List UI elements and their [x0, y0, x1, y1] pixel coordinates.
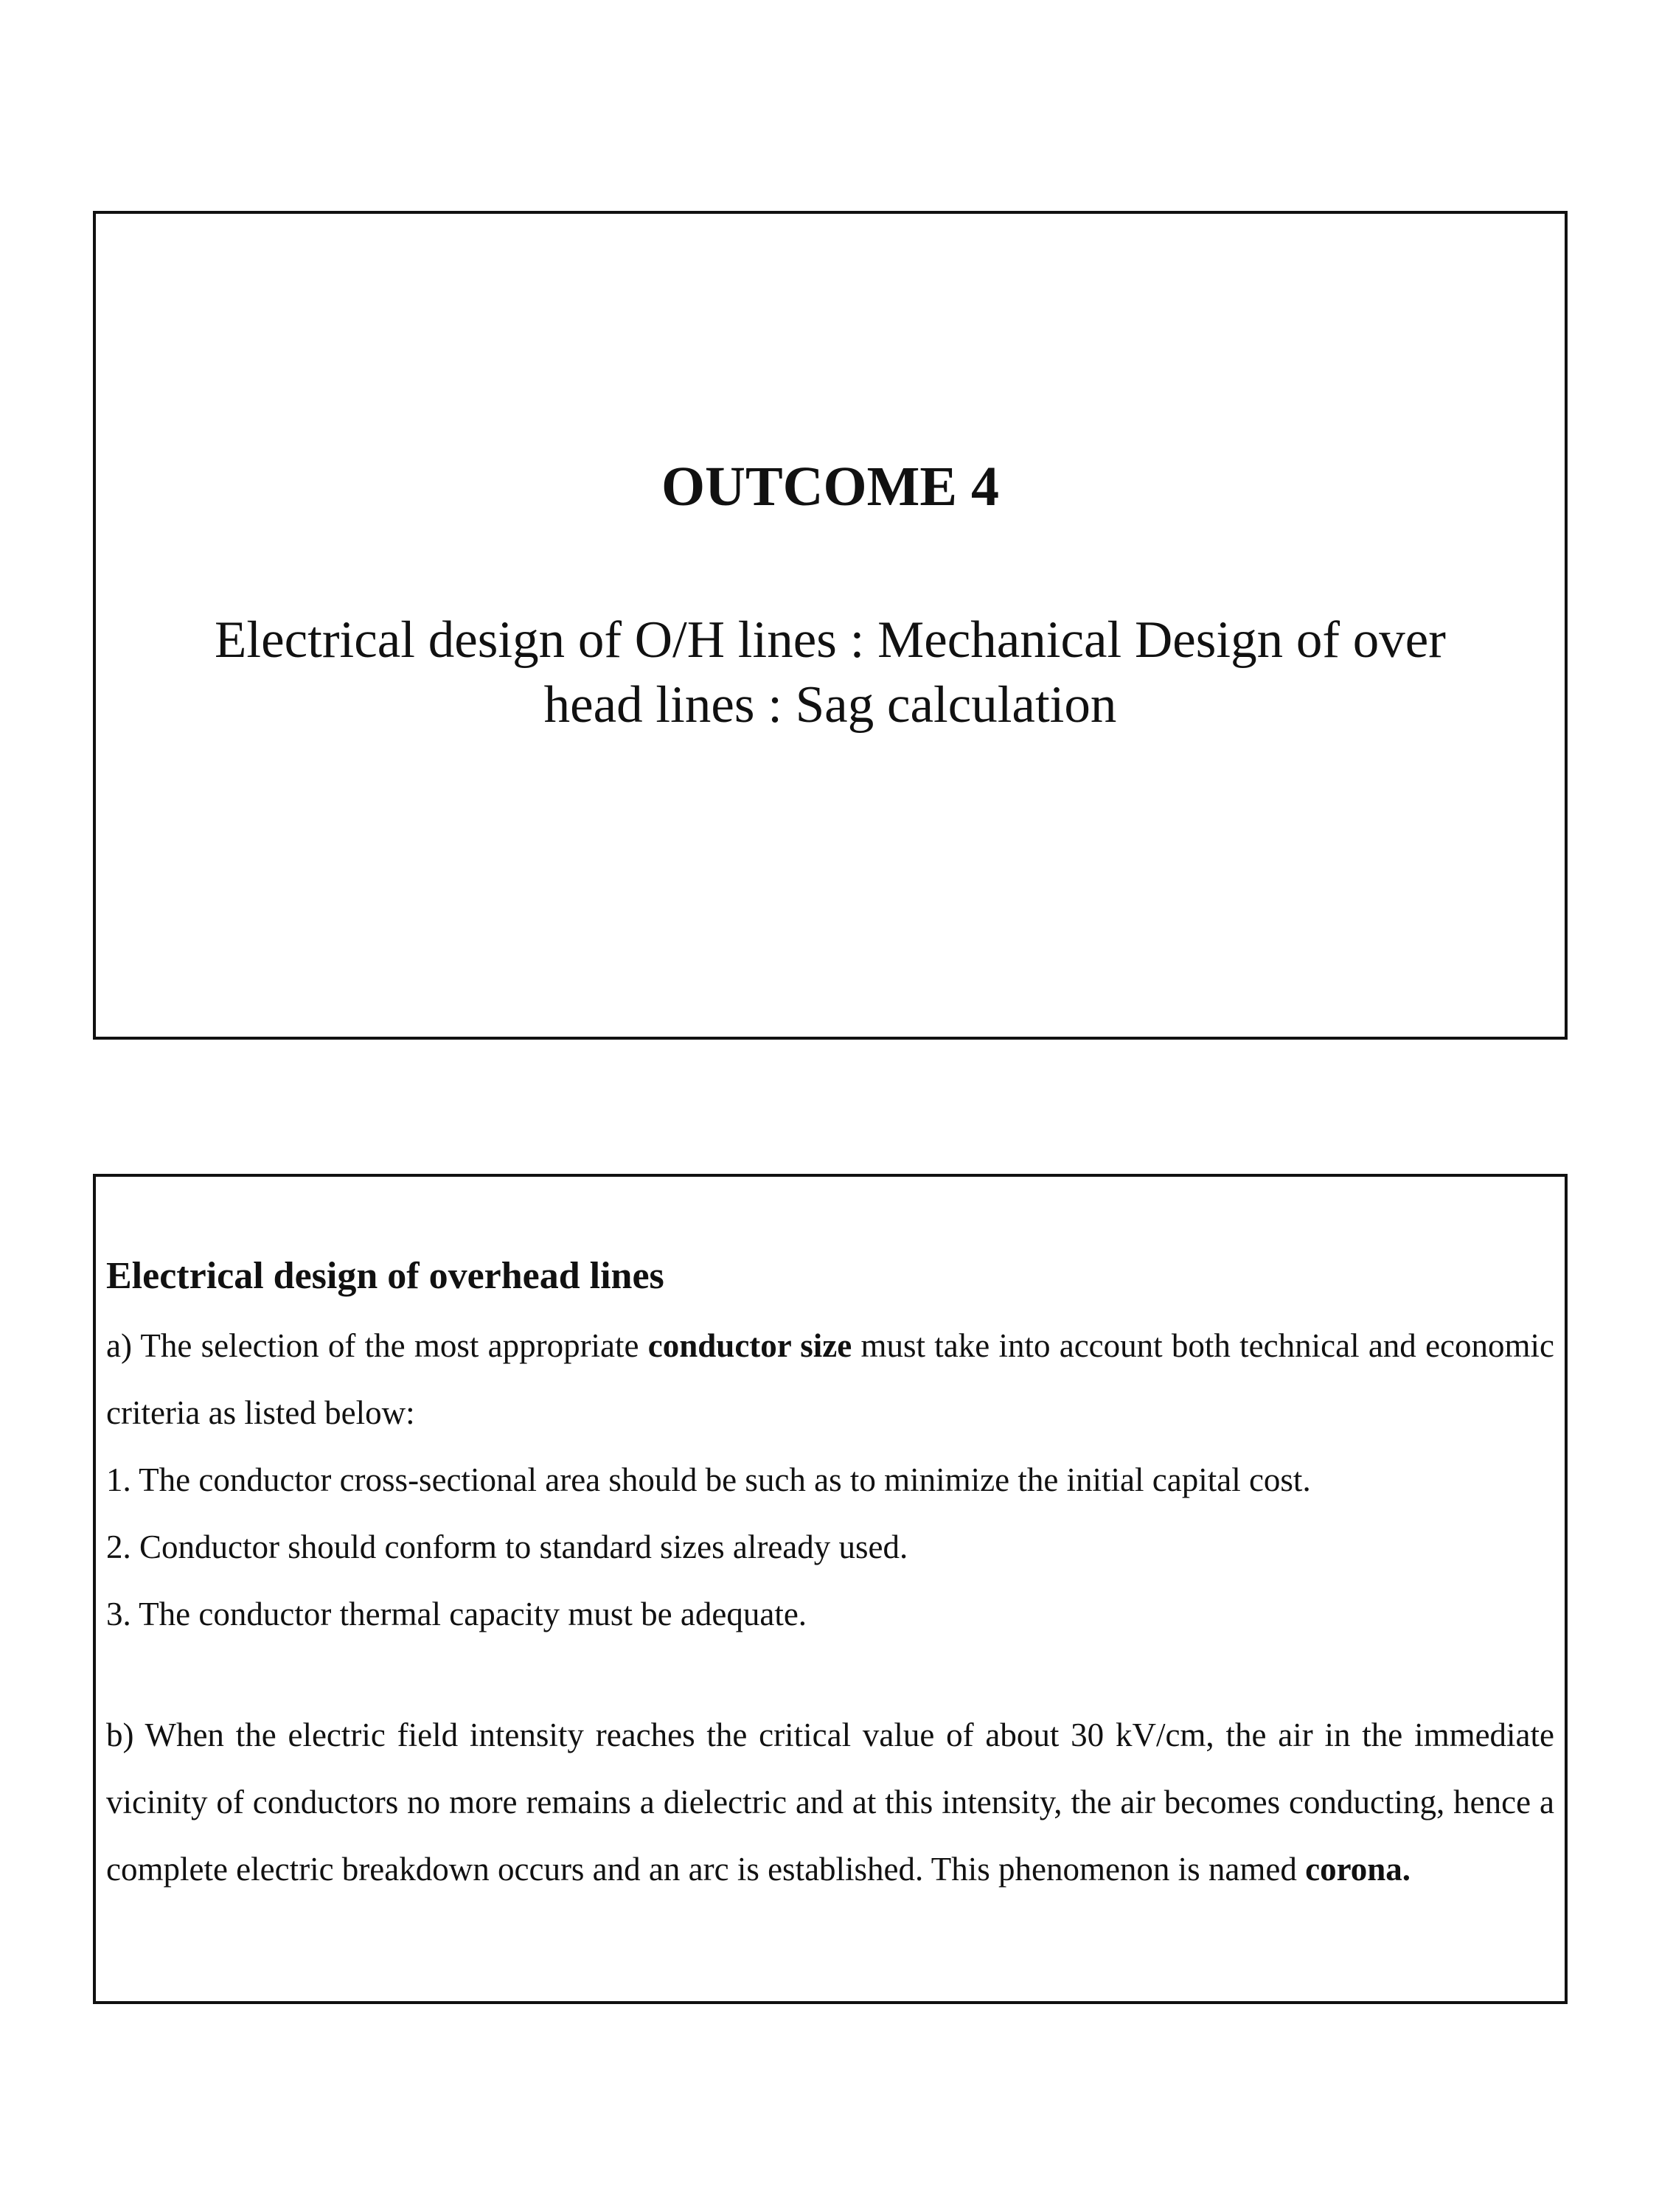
slide-content	[106, 1251, 1554, 1903]
paragraph-spacer	[106, 1648, 1554, 1702]
paragraph-a-suffix: must take into account both technical and economic criteria as listed below:	[106, 1327, 1554, 1431]
subtitle-line-1: Electrical design of O/H lines : Mechanical Design of over	[215, 611, 1446, 669]
section-heading: Electrical design of overhead lines	[106, 1255, 664, 1297]
list-item: 3. The conductor thermal capacity must be adequate.	[106, 1596, 807, 1632]
paragraph-a-prefix: a) The selection of the most appropriate	[106, 1327, 648, 1364]
paragraph-b-text: b) When the electric field intensity reaches the critical value of about 30 kV/cm, the air in the immediate vicinity of conductors no more remains a dielectric and at this intensity, the air becomes conducting, hence a complete electric breakdown occurs and an arc is established. This phenomenon is named	[106, 1717, 1554, 1888]
paragraph-b-emphasis: corona.	[1305, 1851, 1411, 1888]
slide-title: OUTCOME 4	[661, 456, 1000, 518]
subtitle-line-2: head lines : Sag calculation	[543, 676, 1117, 734]
paragraph-a-emphasis: conductor size	[647, 1327, 852, 1364]
slide-subtitle	[162, 608, 1498, 737]
content-slide	[93, 1174, 1568, 2004]
list-item: 1. The conductor cross-sectional area should be such as to minimize the initial capital cost.	[106, 1461, 1311, 1498]
paragraph-b	[106, 1702, 1554, 1903]
title-slide	[93, 211, 1568, 1040]
paragraph-a	[106, 1312, 1554, 1447]
list-item: 2. Conductor should conform to standard sizes already used.	[106, 1528, 908, 1565]
